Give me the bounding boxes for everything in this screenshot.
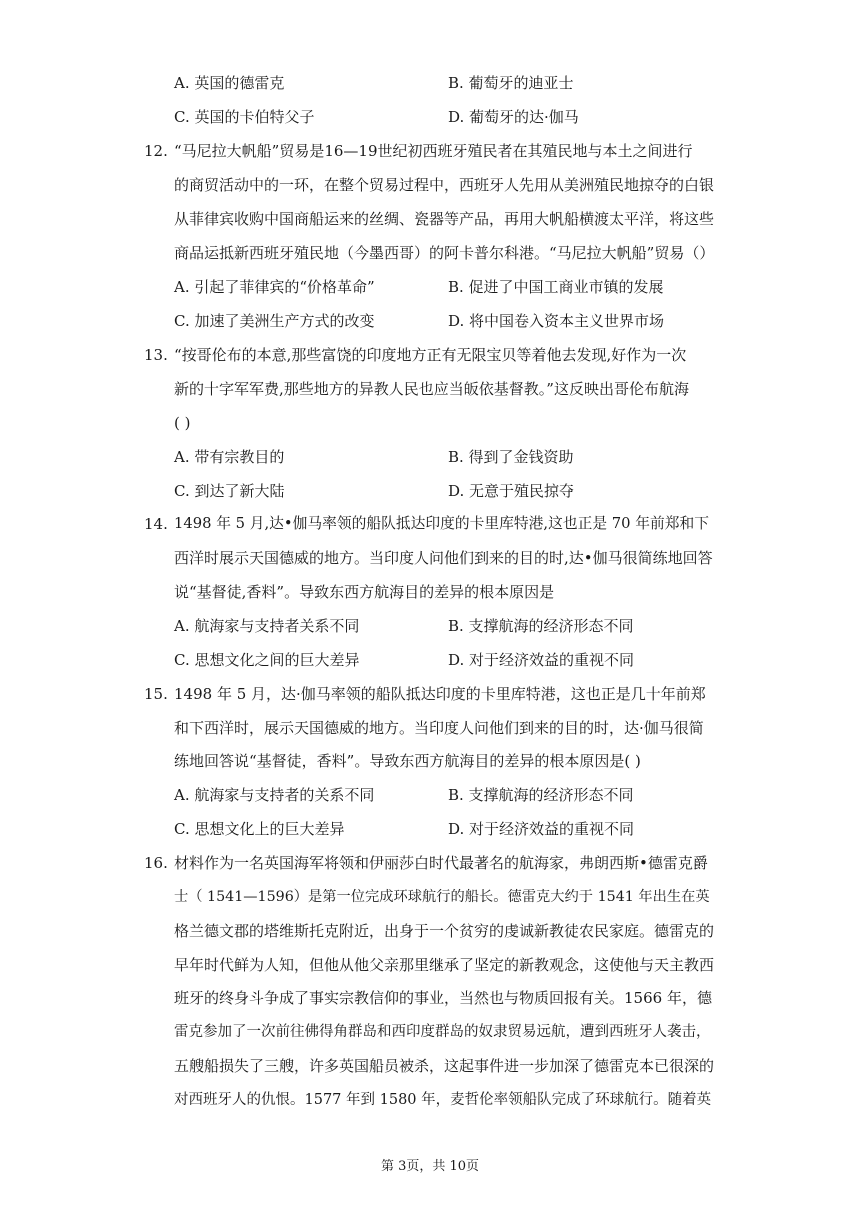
question-number: 14. (144, 515, 168, 533)
question-number: 12. (144, 142, 168, 160)
question-text-line: 1498 年 5 月，达·伽马率领的船队抵达印度的卡里库特港，这也正是几十年前郑 (174, 685, 706, 703)
q15-option-b: B. 支撑航海的经济形态不同 (448, 786, 634, 804)
question-text-line: 的商贸活动中的一环，在整个贸易过程中，西班牙人先用从美洲殖民地掠夺的白银 (174, 176, 715, 194)
question-number: 15. (144, 685, 168, 703)
q13-option-a: A. 带有宗教目的 (174, 448, 285, 466)
question-text-line: ( ) (174, 414, 191, 432)
q13-option-b: B. 得到了金钱资助 (448, 448, 574, 466)
q13-option-c: C. 到达了新大陆 (174, 482, 285, 500)
q11-option-d: D. 葡萄牙的达·伽马 (448, 108, 579, 126)
question-text-line: 从菲律宾收购中国商船运来的丝绸、瓷器等产品，再用大帆船横渡太平洋，将这些 (174, 210, 715, 228)
question-text-line: 对西班牙人的仇恨。1577 年到 1580 年，麦哲伦率领船队完成了环球航行。随着英 (174, 1092, 712, 1108)
question-text-line: 练地回答说“基督徒，香料”。导致东西方航海目的差异的根本原因是( ) (174, 752, 641, 770)
question-text-line: 材料作为一名英国海军将领和伊丽莎白时代最著名的航海家，弗朗西斯•德雷克爵 (174, 854, 708, 872)
q11-option-b: B. 葡萄牙的迪亚士 (448, 74, 574, 92)
q12-option-a: A. 引起了菲律宾的“价格革命” (174, 278, 375, 296)
q15-option-a: A. 航海家与支持者的关系不同 (174, 786, 375, 804)
page-footer: 第 3页，共 10页 (380, 1159, 480, 1174)
question-text-line: 1498 年 5 月,达•伽马率领的船队抵达印度的卡里库特港,这也正是 70 年前郑和下 (174, 515, 709, 532)
question-text-line: 格兰德文郡的塔维斯托克附近，出身于一个贫穷的虔诚新教徒农民家庭。德雷克的 (174, 922, 715, 940)
question-number: 16. (144, 854, 168, 872)
q14-option-c: C. 思想文化之间的巨大差异 (174, 651, 360, 669)
question-number: 13. (144, 346, 168, 364)
q11-option-a: A. 英国的德雷克 (174, 74, 285, 92)
question-text-line: 和下西洋时，展示天国德威的地方。当印度人问他们到来的目的时，达·伽马很简 (174, 719, 704, 737)
q15-option-c: C. 思想文化上的巨大差异 (174, 820, 345, 838)
q15-option-d: D. 对于经济效益的重视不同 (448, 820, 635, 838)
q12-option-b: B. 促进了中国工商业市镇的发展 (448, 278, 664, 296)
q14-option-d: D. 对于经济效益的重视不同 (448, 651, 635, 669)
question-text-line: 商品运抵新西班牙殖民地（今墨西哥）的阿卡普尔科港。“马尼拉大帆船”贸易（） (174, 244, 715, 262)
question-text-line: 五艘船损失了三艘，许多英国船员被杀，这起事件进一步加深了德雷克本已很深的 (174, 1057, 715, 1075)
question-text-line: 士（ 1541—1596）是第一位完成环球航行的船长。德雷克大约于 1541 年出生在英 (174, 889, 710, 905)
q12-option-c: C. 加速了美洲生产方式的改变 (174, 312, 375, 330)
question-text-line: 班牙的终身斗争成了事实宗教信仰的事业，当然也与物质回报有关。1566 年，德 (174, 989, 712, 1007)
question-text-line: 早年时代鲜为人知，但他从他父亲那里继承了坚定的新教观念，这使他与天主教西 (174, 956, 715, 974)
question-text-line: “按哥伦布的本意,那些富饶的印度地方正有无限宝贝等着他去发现,好作为一次 (174, 346, 687, 364)
q14-option-b: B. 支撑航海的经济形态不同 (448, 617, 634, 635)
q14-option-a: A. 航海家与支持者关系不同 (174, 617, 360, 635)
q13-option-d: D. 无意于殖民掠夺 (448, 482, 575, 500)
q11-option-c: C. 英国的卡伯特父子 (174, 108, 315, 126)
question-text-line: “马尼拉大帆船”贸易是16—19世纪初西班牙殖民者在其殖民地与本土之间进行 (174, 142, 693, 160)
question-text-line: 西洋时展示天国德威的地方。当印度人问他们到来的目的时,达•伽马很简练地回答 (174, 549, 713, 567)
q12-option-d: D. 将中国卷入资本主义世界市场 (448, 312, 665, 330)
question-text-line: 说“基督徒,香料”。导致东西方航海目的差异的根本原因是 (174, 583, 555, 601)
question-text-line: 雷克参加了一次前往佛得角群岛和西印度群岛的奴隶贸易远航，遭到西班牙人袭击， (174, 1024, 711, 1040)
question-text-line: 新的十字军军费,那些地方的异教人民也应当皈依基督教。”这反映出哥伦布航海 (174, 380, 689, 398)
